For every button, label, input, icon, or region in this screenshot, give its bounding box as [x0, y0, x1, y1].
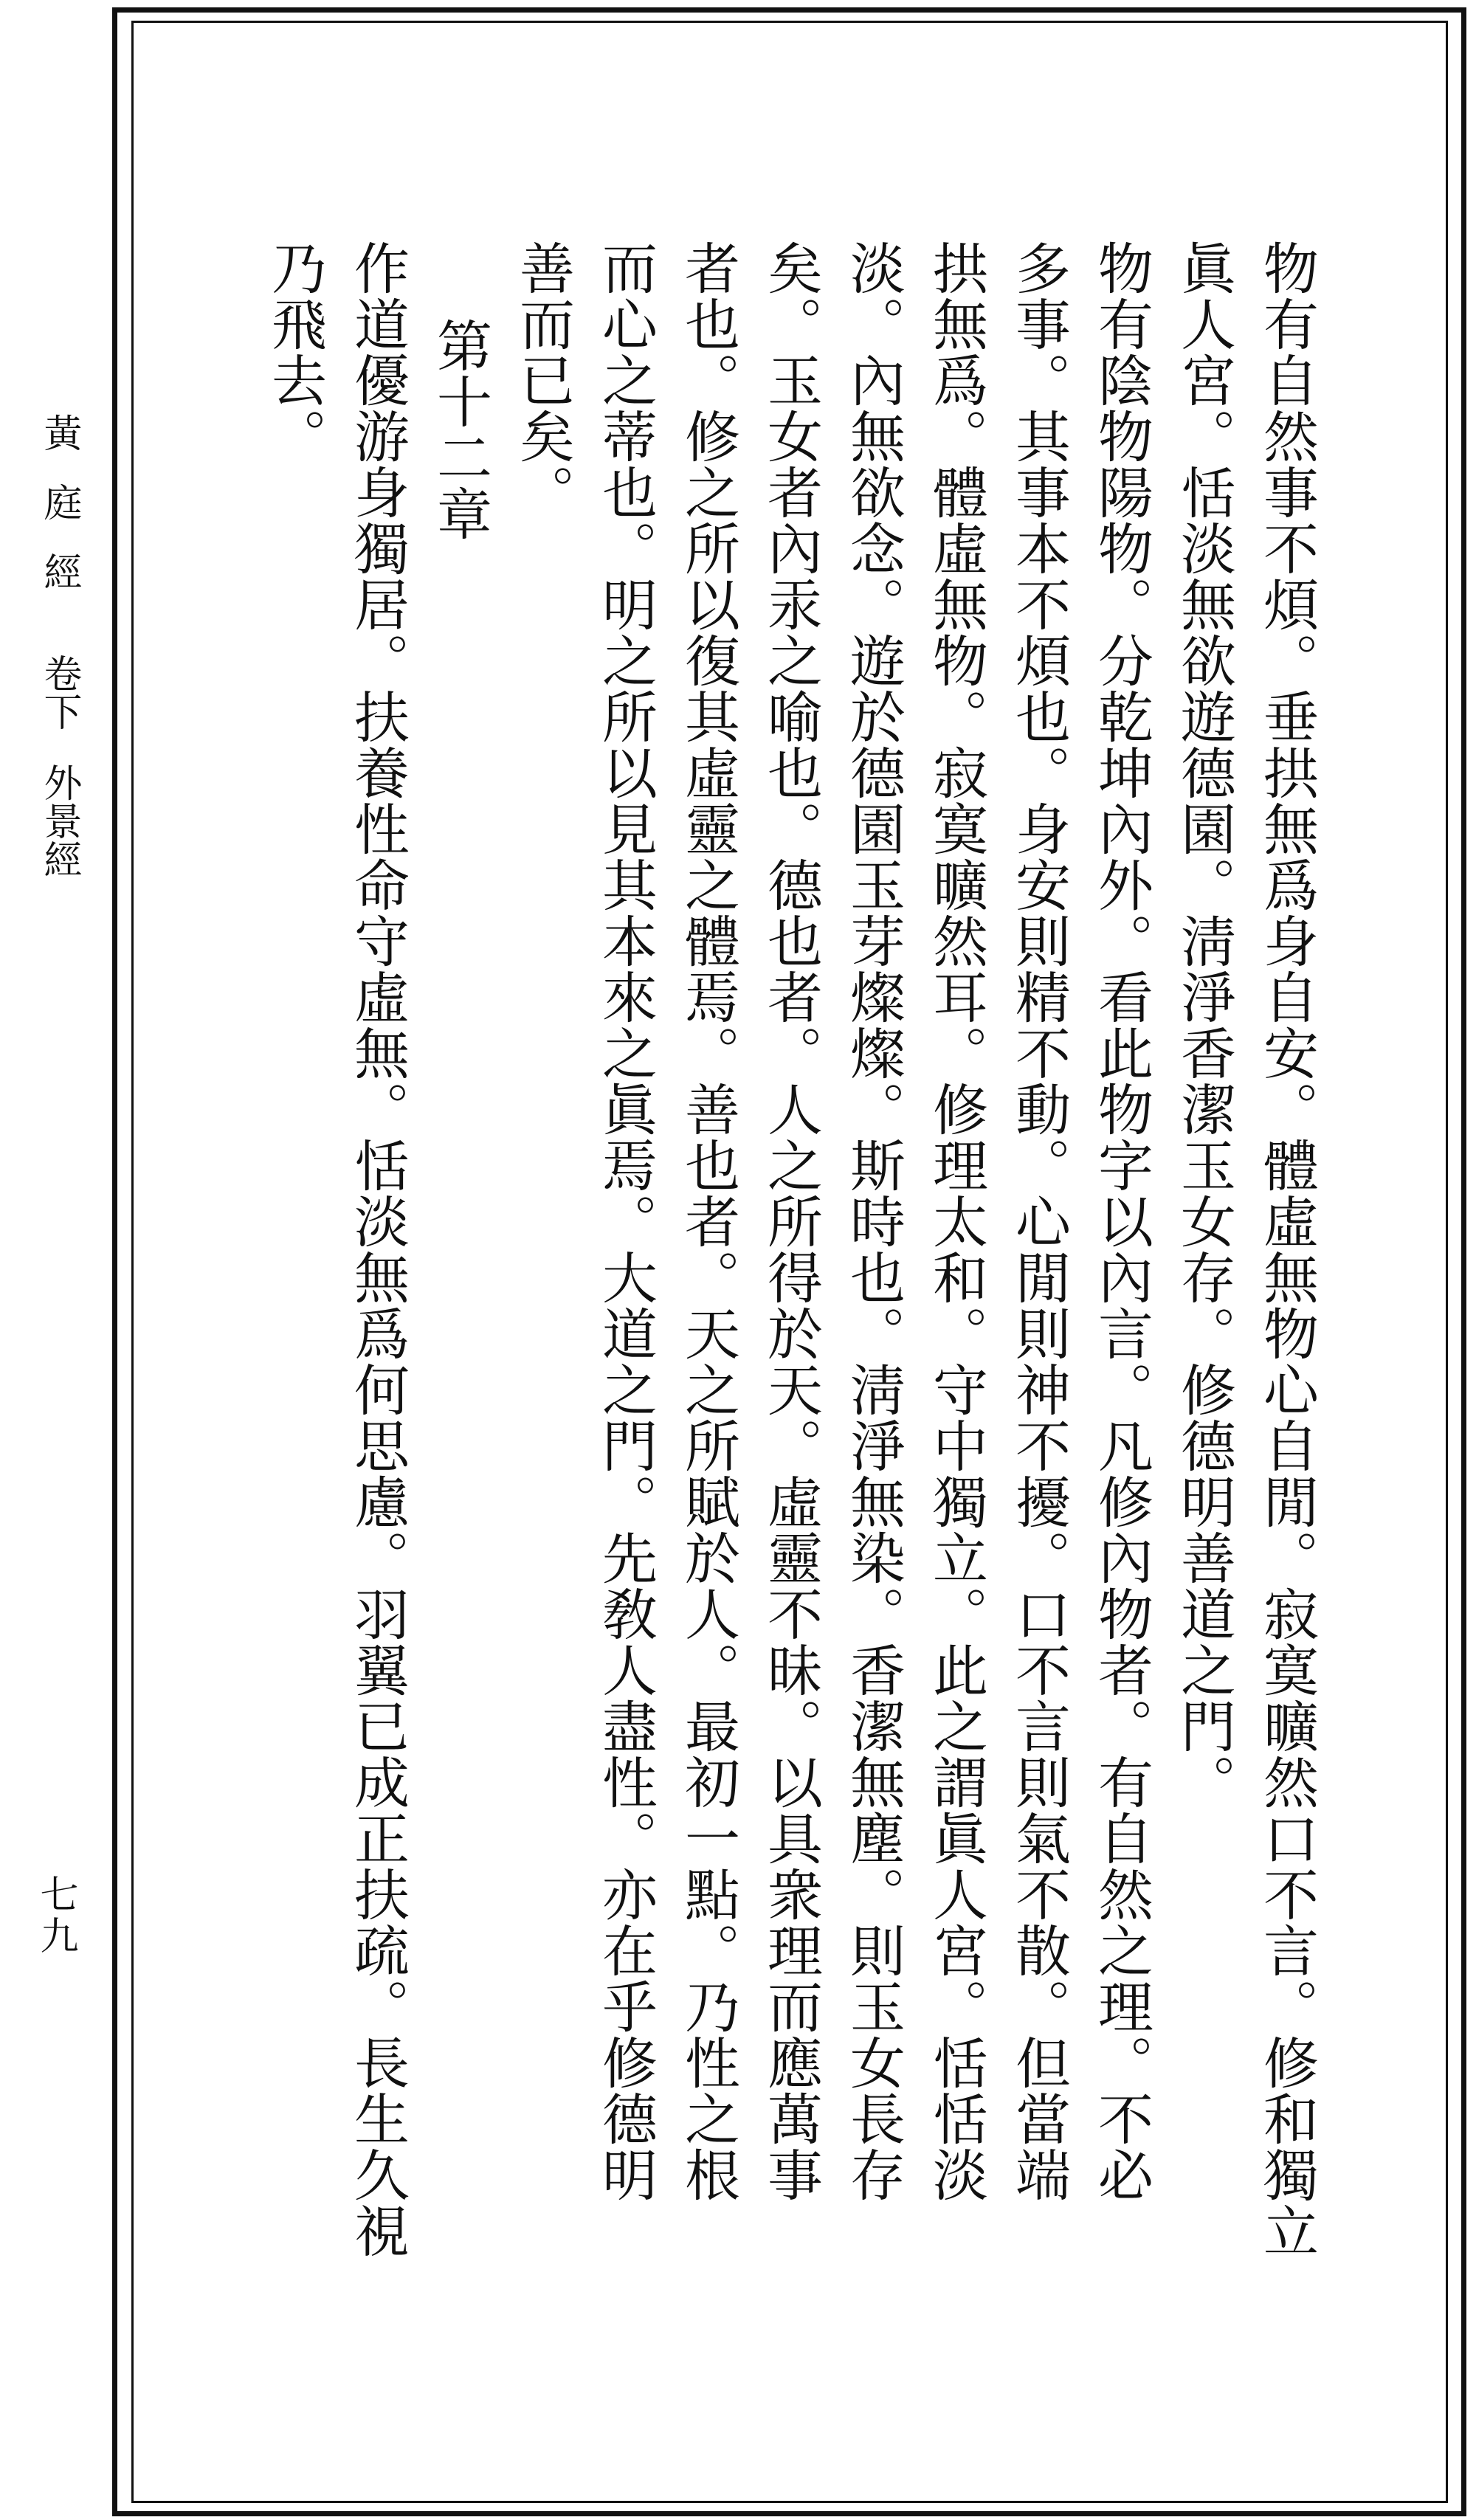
text-column: 乃飛去。 [263, 240, 328, 464]
text-column: 淡。內無欲念。遊於德園玉芽燦燦。斯時也。淸淨無染。香潔無塵。則玉女長存 [841, 240, 906, 2203]
book-title: 黃庭經 [37, 413, 81, 621]
running-head [37, 413, 81, 878]
section-label: 外景經 [37, 763, 81, 878]
chapter-heading: 第十二章 [428, 317, 493, 542]
text-column: 眞人宮。恬淡無欲遊德園。淸淨香潔玉女存。修德明善道之門。 [1172, 240, 1237, 1810]
text-column: 者也。修之所以復其虛靈之體焉。善也者。天之所賦於人。最初一點。乃性之根 [676, 240, 741, 2203]
page-number: 七九 [33, 1874, 77, 1957]
main-text [221, 240, 1328, 2424]
text-column: 而心之蒂也。明之所以見其本來之眞焉。大道之門。先敎人盡性。亦在乎修德明 [593, 240, 658, 2203]
text-column: 多事。其事本不煩也。身安則精不動。心閒則神不擾。口不言則氣不散。但當端 [1007, 240, 1072, 2203]
text-column: 拱無爲。體虛無物。寂寞曠然耳。修理太和。守中獨立。此之謂眞人宮。恬恬淡 [924, 240, 989, 2203]
text-column: 善而已矣。 [511, 240, 576, 520]
text-column: 物有陰物陽物。分乾坤內外。看此物字以內言。凡修內物者。有自然之理。不必 [1089, 240, 1154, 2203]
text-column: 作道優游身獨居。扶養性命守虛無。恬淡無爲何思慮。羽翼已成正扶疏。長生久視 [345, 240, 410, 2259]
volume-label: 卷下 [37, 654, 81, 731]
text-column: 物有自然事不煩。垂拱無爲身自安。體虛無物心自閒。寂寞曠然口不言。修和獨立 [1255, 240, 1320, 2259]
text-column: 矣。玉女者內汞之喻也。德也者。人之所得於天。虛靈不昧。以具衆理而應萬事 [759, 240, 824, 2203]
